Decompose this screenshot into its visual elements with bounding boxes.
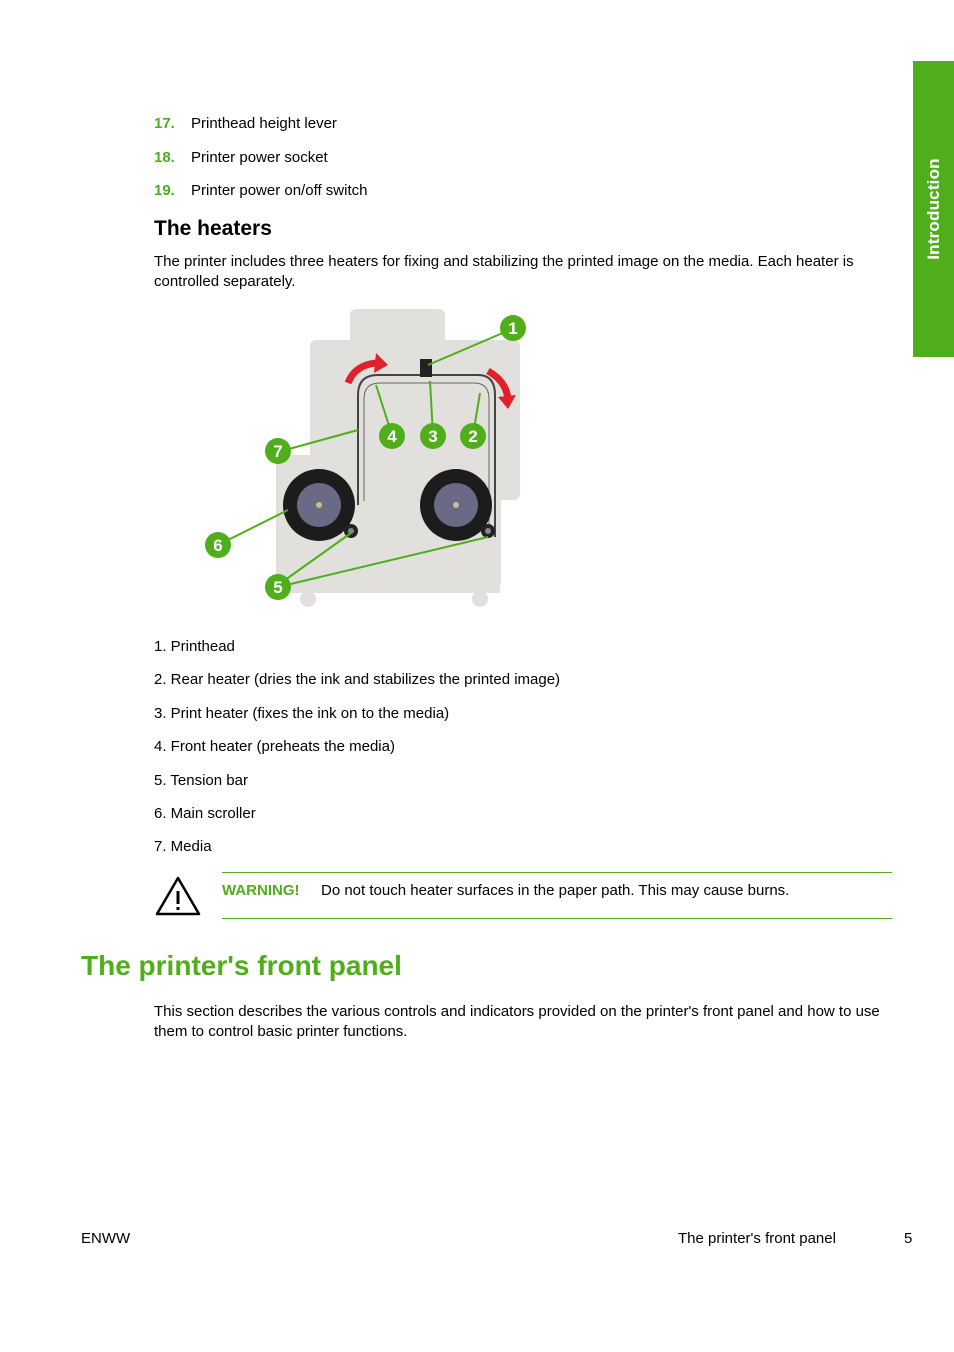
list-item-number: 18. [154, 148, 175, 166]
warning-label: WARNING! [222, 882, 300, 899]
warning-rule-bottom [222, 918, 892, 919]
warning-icon [154, 875, 202, 917]
printhead-block [420, 359, 432, 377]
legend-item: 5. Tension bar [154, 771, 248, 789]
heaters-diagram [180, 305, 580, 610]
legend-item: 3. Print heater (fixes the ink on to the media) [154, 704, 450, 722]
legend-item: 1. Printhead [154, 638, 235, 655]
warning-text: Do not touch heater surfaces in the paper path. This may cause burns. [321, 882, 790, 899]
legend-item: 7. Media [154, 838, 212, 856]
svg-text:4: 4 [387, 427, 397, 446]
warning-rule-top [222, 872, 892, 873]
front-panel-heading: The printer's front panel [81, 950, 402, 981]
callout-3 [420, 423, 446, 449]
list-item-number: 17. [154, 115, 175, 132]
list-item-text: Printer power socket [191, 148, 328, 166]
svg-text:6: 6 [213, 536, 223, 555]
figure-legend [154, 638, 560, 872]
callout-4 [379, 423, 405, 449]
list-item-number: 19. [154, 182, 175, 199]
list-item [154, 149, 367, 183]
svg-text:7: 7 [273, 442, 283, 461]
svg-text:1: 1 [508, 319, 518, 338]
front-panel-intro: This section describes the various controls and indicators provided on the printer's front panel and how to use them to control basic printer functions. [154, 1003, 880, 1040]
printer-feet [300, 591, 488, 607]
list-item-text: Printhead height lever [191, 115, 337, 132]
footer-left: ENWW [81, 1230, 131, 1247]
callout-6 [205, 532, 231, 558]
legend-item: 6. Main scroller [154, 804, 256, 822]
footer-section: The printer's front panel [678, 1230, 836, 1247]
list-item-text: Printer power on/off switch [191, 182, 368, 199]
numbered-list [154, 115, 367, 216]
svg-text:5: 5 [273, 578, 283, 597]
list-item [154, 115, 367, 149]
printer-silhouette [276, 309, 520, 593]
heaters-intro: The printer includes three heaters for fixing and stabilizing the printed image on the media. Each heater is controlled separately. [154, 253, 854, 290]
page-number: 5 [904, 1230, 913, 1247]
callout-5 [265, 574, 291, 600]
legend-item: 4. Front heater (preheats the media) [154, 738, 395, 756]
section-tab-label: Introduction [923, 158, 943, 260]
section-tab [913, 61, 954, 357]
svg-text:3: 3 [428, 427, 438, 446]
list-item [154, 182, 367, 216]
callout-2 [460, 423, 486, 449]
svg-text:2: 2 [468, 427, 478, 446]
warning-box [154, 872, 892, 919]
heaters-heading: The heaters [154, 217, 272, 240]
callout-7 [265, 438, 291, 464]
callout-1 [500, 315, 526, 341]
legend-item: 2. Rear heater (dries the ink and stabilizes the printed image) [154, 671, 561, 689]
